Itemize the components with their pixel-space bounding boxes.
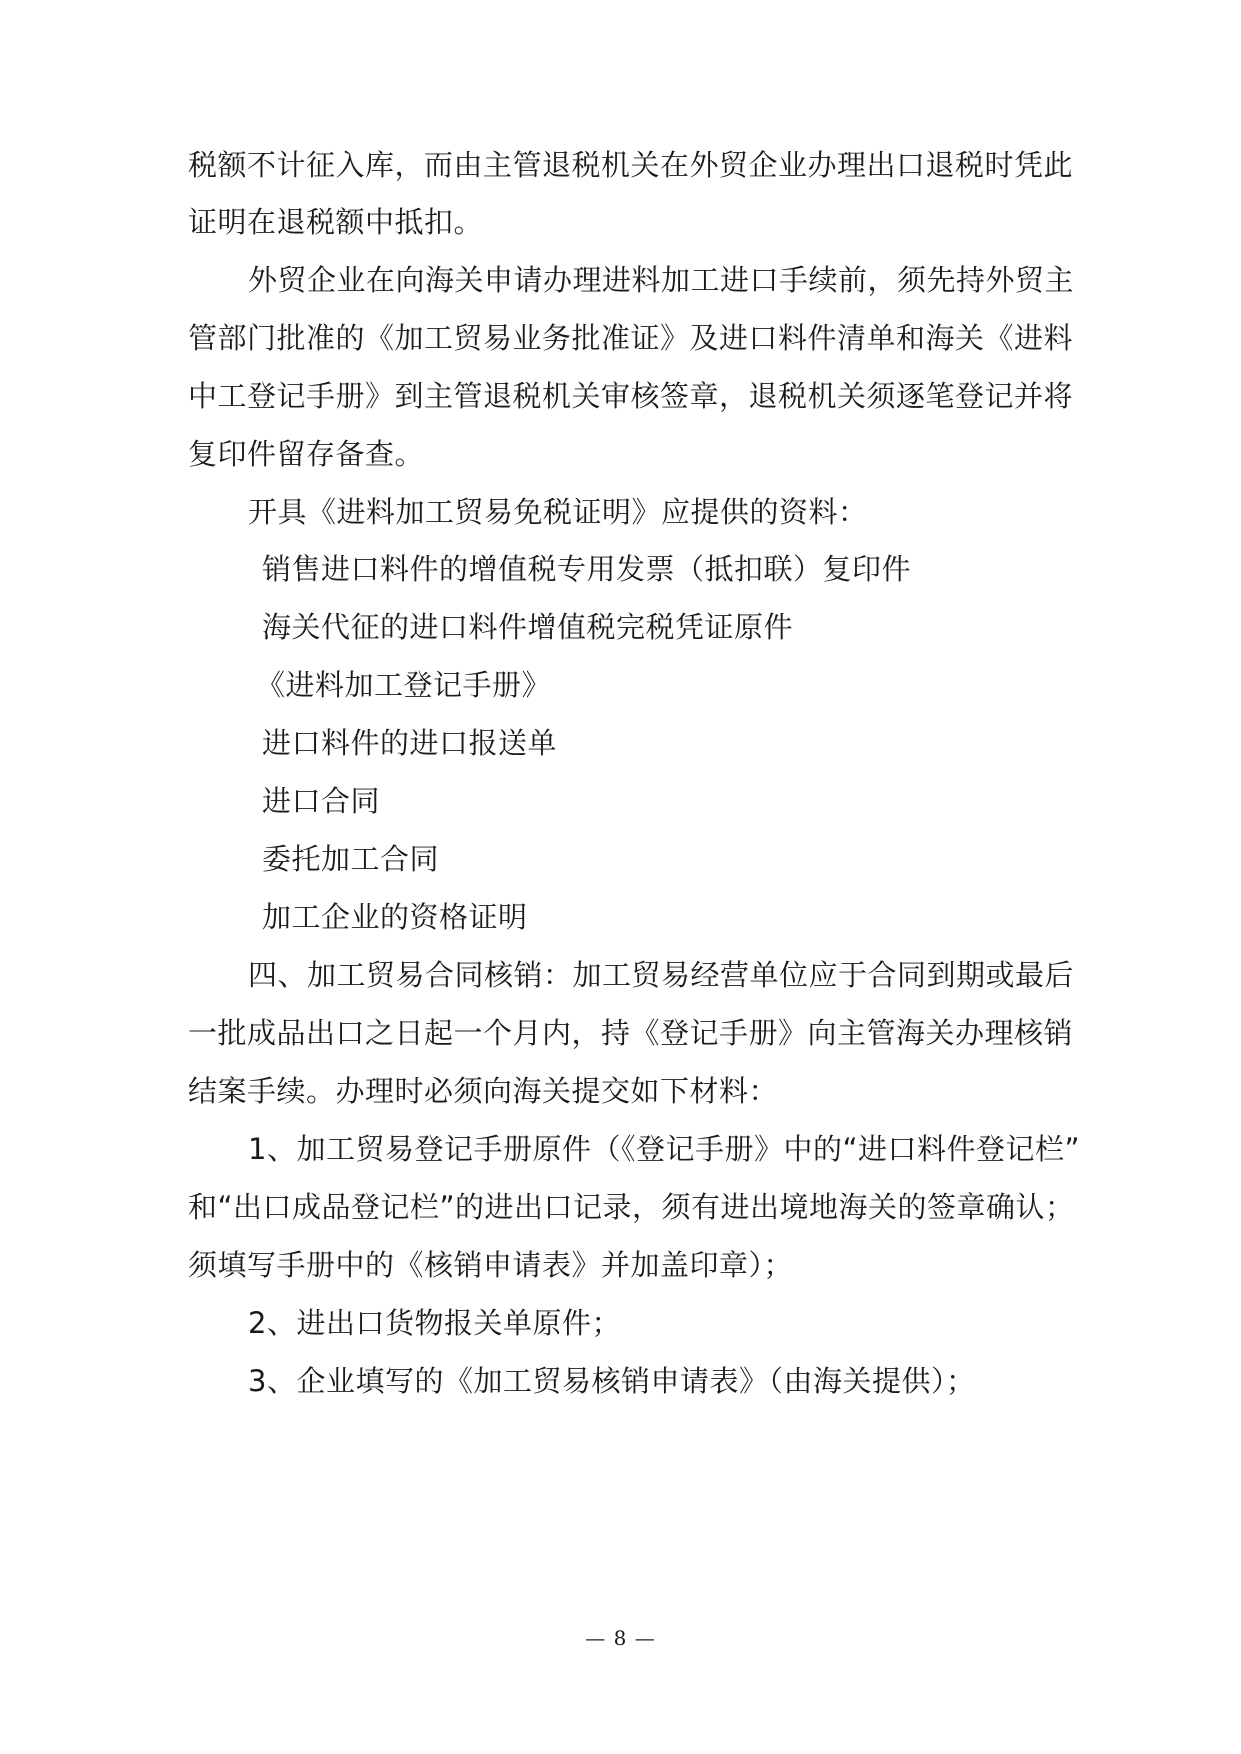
paragraph-line: 四、加工贸易合同核销：加工贸易经营单位应于合同到期或最后 — [248, 958, 1075, 992]
list-item: 委托加工合同 — [262, 842, 440, 876]
paragraph-line: 证明在退税额中抵扣。 — [188, 205, 484, 239]
paragraph-line: 外贸企业在向海关申请办理进料加工进口手续前，须先持外贸主 — [248, 263, 1075, 297]
paragraph-line: 管部门批准的《加工贸易业务批准证》及进口料件清单和海关《进料 — [188, 321, 1074, 355]
page-number: — 8 — — [585, 1626, 656, 1650]
paragraph-line: 一批成品出口之日起一个月内，持《登记手册》向主管海关办理核销 — [188, 1016, 1074, 1050]
paragraph-line: 结案手续。办理时必须向海关提交如下材料： — [188, 1074, 779, 1108]
paragraph-line: 2、进出口货物报关单原件； — [248, 1306, 621, 1340]
paragraph-line: 1、加工贸易登记手册原件（《登记手册》中的“进口料件登记栏” — [248, 1132, 1080, 1166]
paragraph-line: 3、企业填写的《加工贸易核销申请表》（由海关提供）； — [248, 1364, 976, 1398]
paragraph-line: 开具《进料加工贸易免税证明》应提供的资料： — [248, 495, 868, 529]
paragraph-line: 须填写手册中的《核销申请表》并加盖印章）； — [188, 1248, 794, 1282]
list-item: 《进料加工登记手册》 — [256, 668, 552, 702]
paragraph-line: 税额不计征入库，而由主管退税机关在外贸企业办理出口退税时凭此 — [188, 148, 1074, 182]
list-item: 加工企业的资格证明 — [262, 900, 528, 934]
list-item: 进口料件的进口报送单 — [262, 726, 558, 760]
list-item: 进口合同 — [262, 784, 381, 818]
paragraph-line: 和“出口成品登记栏”的进出口记录，须有进出境地海关的签章确认； — [188, 1190, 1075, 1224]
paragraph-line: 中工登记手册》到主管退税机关审核签章，退税机关须逐笔登记并将 — [188, 379, 1074, 413]
list-item: 海关代征的进口料件增值税完税凭证原件 — [262, 610, 794, 644]
paragraph-line: 复印件留存备查。 — [188, 437, 425, 471]
list-item: 销售进口料件的增值税专用发票（抵扣联）复印件 — [262, 552, 912, 586]
